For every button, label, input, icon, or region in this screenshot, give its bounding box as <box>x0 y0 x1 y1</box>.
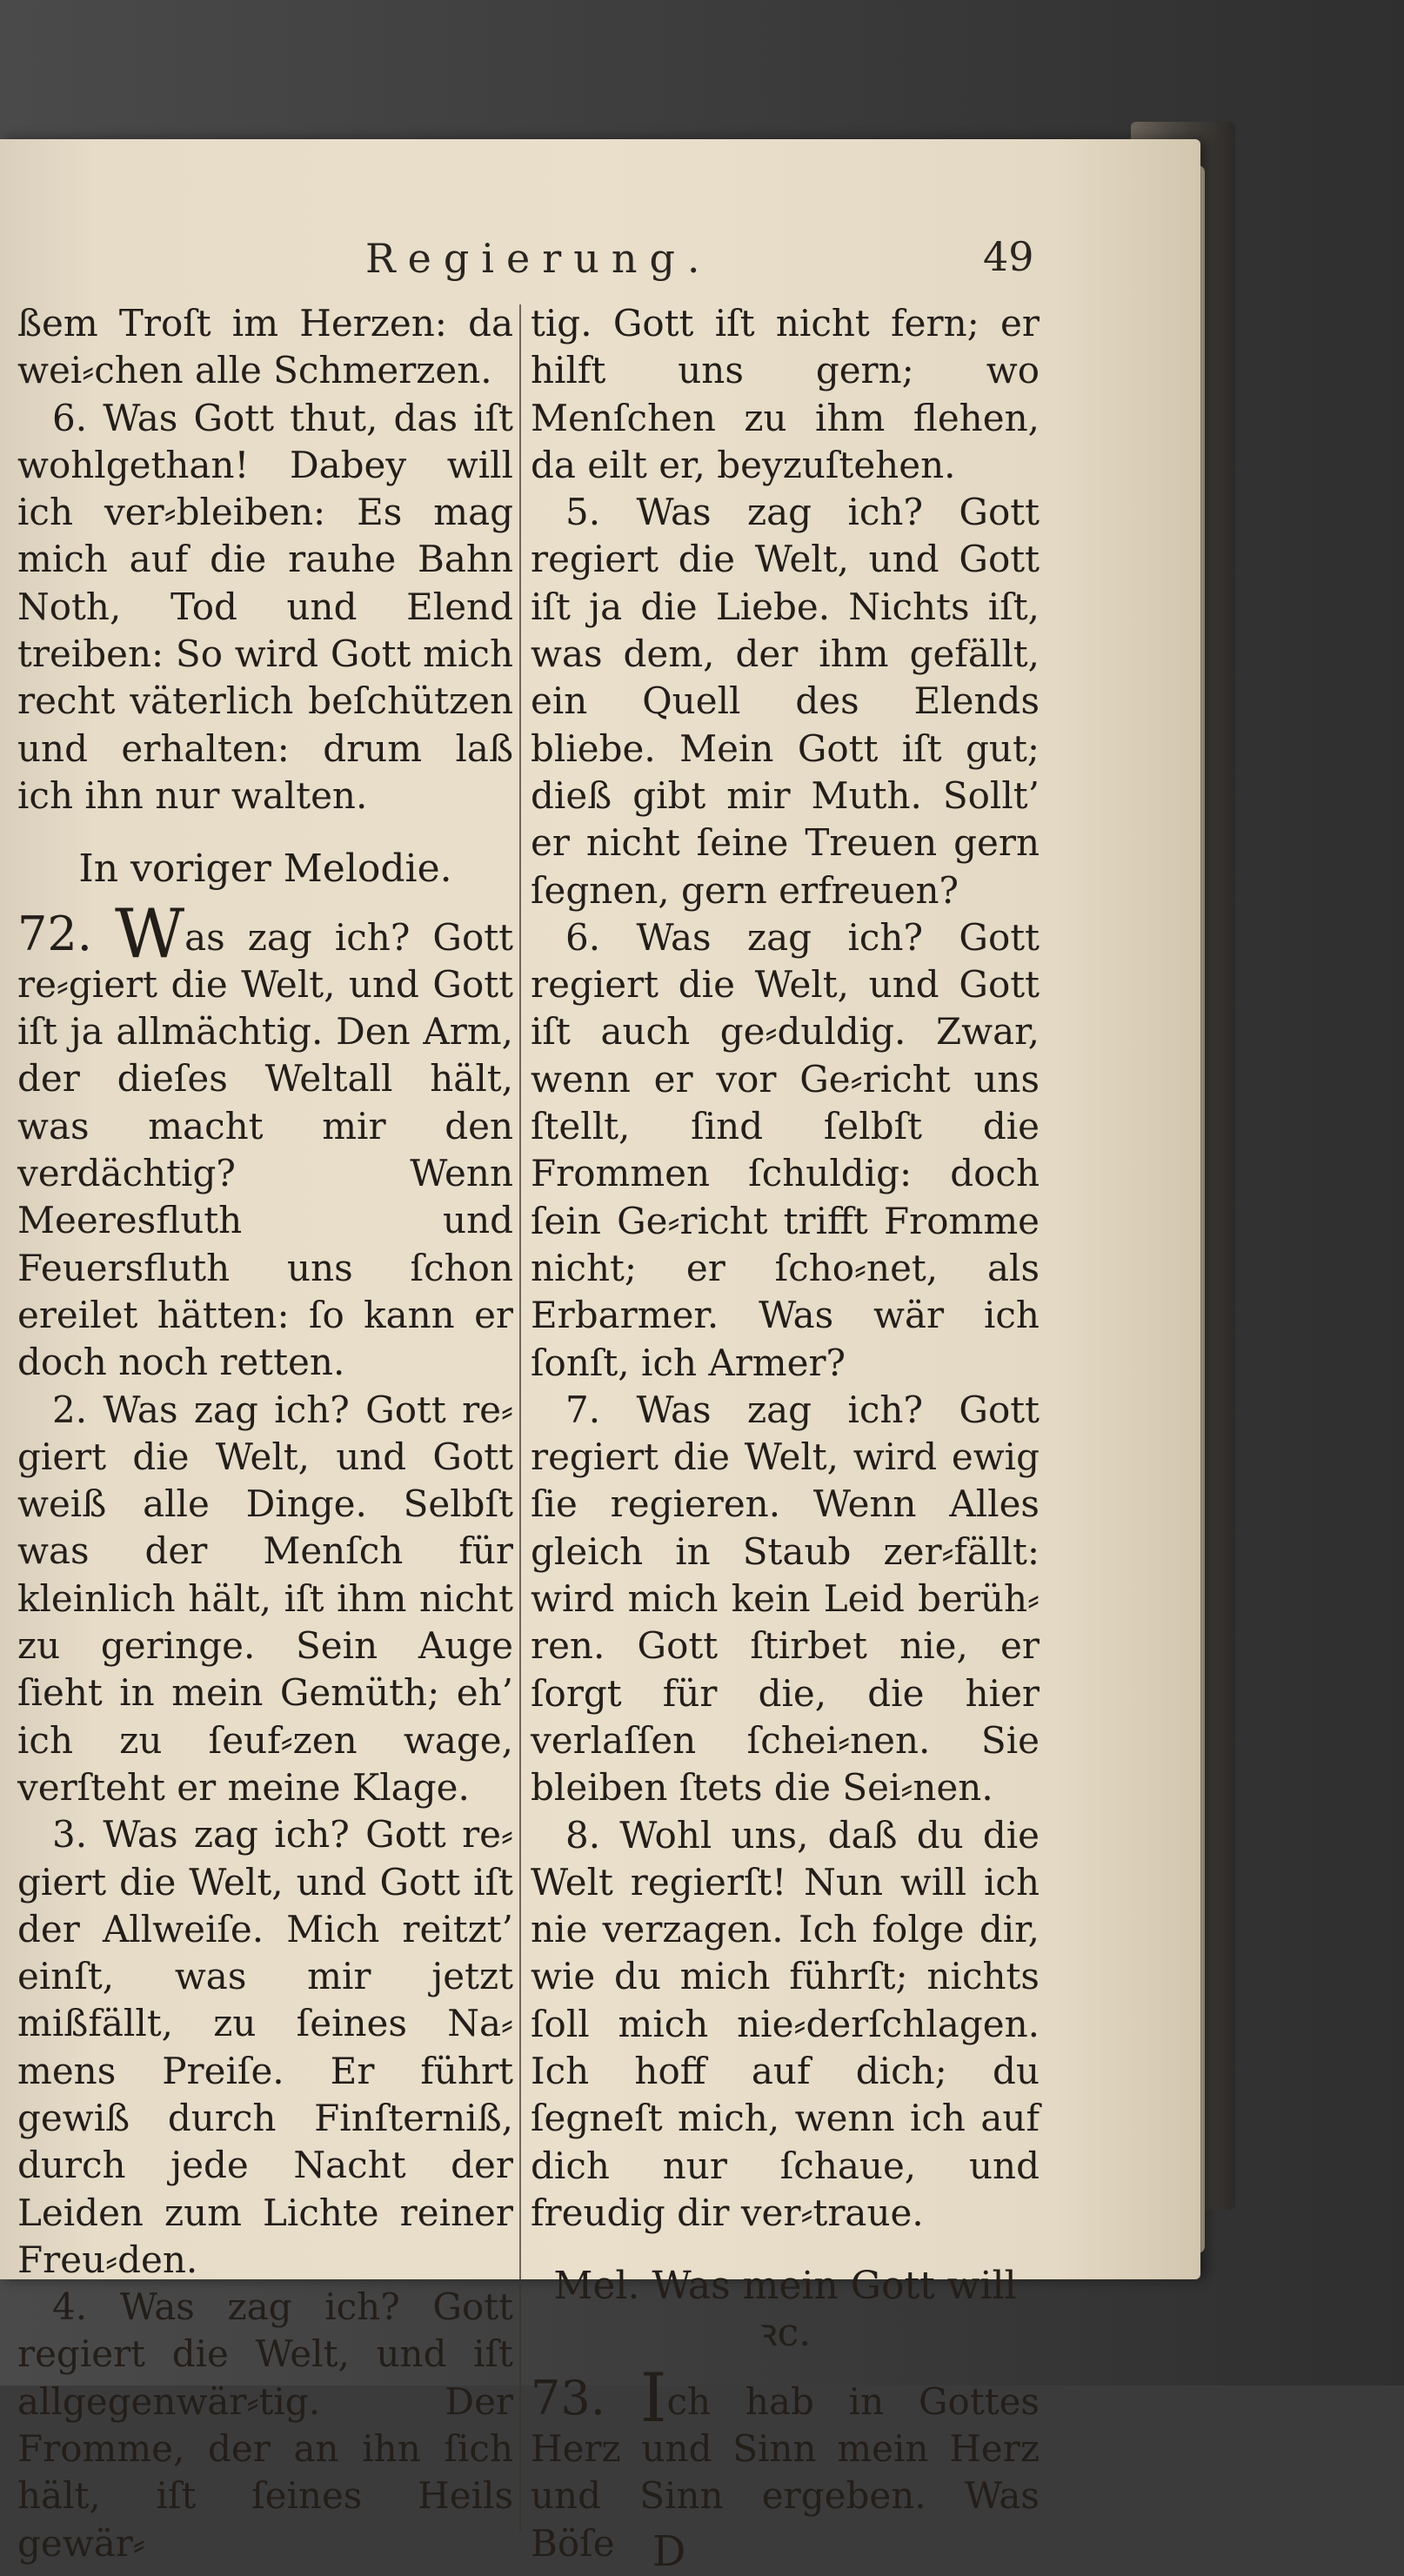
verse-text: as zag ich? Gott re⸗giert die Welt, und Gott iſt ja allmächtig. Den Arm, der dieſes Weltall hält, was macht mir den verdächtig? Wenn Meeresfluth und Feuersfluth uns ſchon ereilet hätten: ſo kann er doch noch retten. <box>17 915 513 1384</box>
verse-3: 3. Was zag ich? Gott re⸗giert die Welt, und Gott iſt der Allweiſe. Mich reitzt’ einſt, was mir jetzt mißfällt, zu ſeines Na⸗mens Preiſe. Er führt gewiß durch Finſterniß, durch jede Nacht der Leiden zum Lichte reiner Freu⸗den. <box>17 1813 513 2281</box>
hymn-73-verse-1 <box>531 2359 1040 2567</box>
hymn-number: 72. <box>17 906 92 961</box>
verse-6: 6. Was Gott thut, das iſt wohlgethan! Dabey will ich ver⸗bleiben: Es mag mich auf die rauhe Bahn Noth, Tod und Elend treiben: So wird Gott mich recht väterlich beſchützen und erhalten: drum laß ich ihn nur walten. <box>17 396 513 817</box>
verse-4: 4. Was zag ich? Gott regiert die Welt, und iſt allgegenwär⸗tig. Der Fromme, der an ihn ſich hält, iſt ſeines Heils gewär⸗ <box>17 2285 513 2565</box>
verse-5: 5. Was zag ich? Gott regiert die Welt, und Gott iſt ja die Liebe. Nichts iſt, was dem, der ihm gefällt, ein Quell des Elends bliebe. Mein Gott iſt gut; dieß gibt mir Muth. Sollt’ er nicht ſeine Treuen gern ſegnen, gern erfreuen? <box>531 491 1040 912</box>
running-title: Regierung. <box>365 235 712 282</box>
right-column <box>531 300 1040 2567</box>
left-column <box>17 300 513 2567</box>
hymn-72-verse-1 <box>17 894 513 1387</box>
page-number: 49 <box>983 233 1034 280</box>
verse-text: ch hab in Gottes Herz und Sinn mein Herz und Sinn ergeben. Was Böſe <box>531 2379 1040 2565</box>
verse-7: 7. Was zag ich? Gott regiert die Welt, wird ewig ſie regieren. Wenn Alles gleich in Staub zer⸗fällt: wird mich kein Leid berüh⸗ren. Gott ſtirbet nie, er ſorgt für die, die hier verlaſſen ſchei⸗nen. Sie bleiben ſtets die Sei⸗nen. <box>531 1388 1040 1810</box>
melody-heading: Mel. Was mein Gott will ꝛc. <box>553 2264 1017 2356</box>
hymn-heading: In voriger Melodie. <box>78 846 452 892</box>
verse-8: 8. Wohl uns, daß du die Welt regierſt! Nun will ich nie verzagen. Ich folge dir, wie du mich führſt; nichts ſoll mich nie⸗derſchlagen. Ich hoff auf dich; du ſegneſt mich, wenn ich auf dich nur ſchaue, und freudig dir ver⸗traue. <box>531 1813 1040 2234</box>
initial-letter: I <box>639 2359 667 2438</box>
verse-2: 2. Was zag ich? Gott re⸗giert die Welt, und Gott weiß alle Dinge. Selbſt was der Menſch für kleinlich hält, iſt ihm nicht zu geringe. Sein Auge ſieht in mein Gemüth; eh’ ich zu ſeuf⸗zen wage, verſteht er meine Klage. <box>17 1388 513 1809</box>
paragraph-continuation: ßem Troſt im Herzen: da wei⸗chen alle Schmerzen. <box>17 302 513 392</box>
initial-letter: W <box>114 894 185 974</box>
signature-mark: D <box>652 2527 686 2576</box>
paragraph-continuation: tig. Gott iſt nicht fern; er hilft uns gern; wo Menſchen zu ihm flehen, da eilt er, beyzuſtehen. <box>531 302 1040 486</box>
column-rule <box>519 304 521 2532</box>
verse-6: 6. Was zag ich? Gott regiert die Welt, und Gott iſt auch ge⸗duldig. Zwar, wenn er vor Ge⸗richt uns ſtellt, ſind ſelbſt die Frommen ſchuldig: doch ſein Ge⸗richt trifft Fromme nicht; er ſcho⸗net, als Erbarmer. Was wär ich ſonſt, ich Armer? <box>531 915 1040 1384</box>
hymn-number: 73. <box>531 2370 605 2425</box>
